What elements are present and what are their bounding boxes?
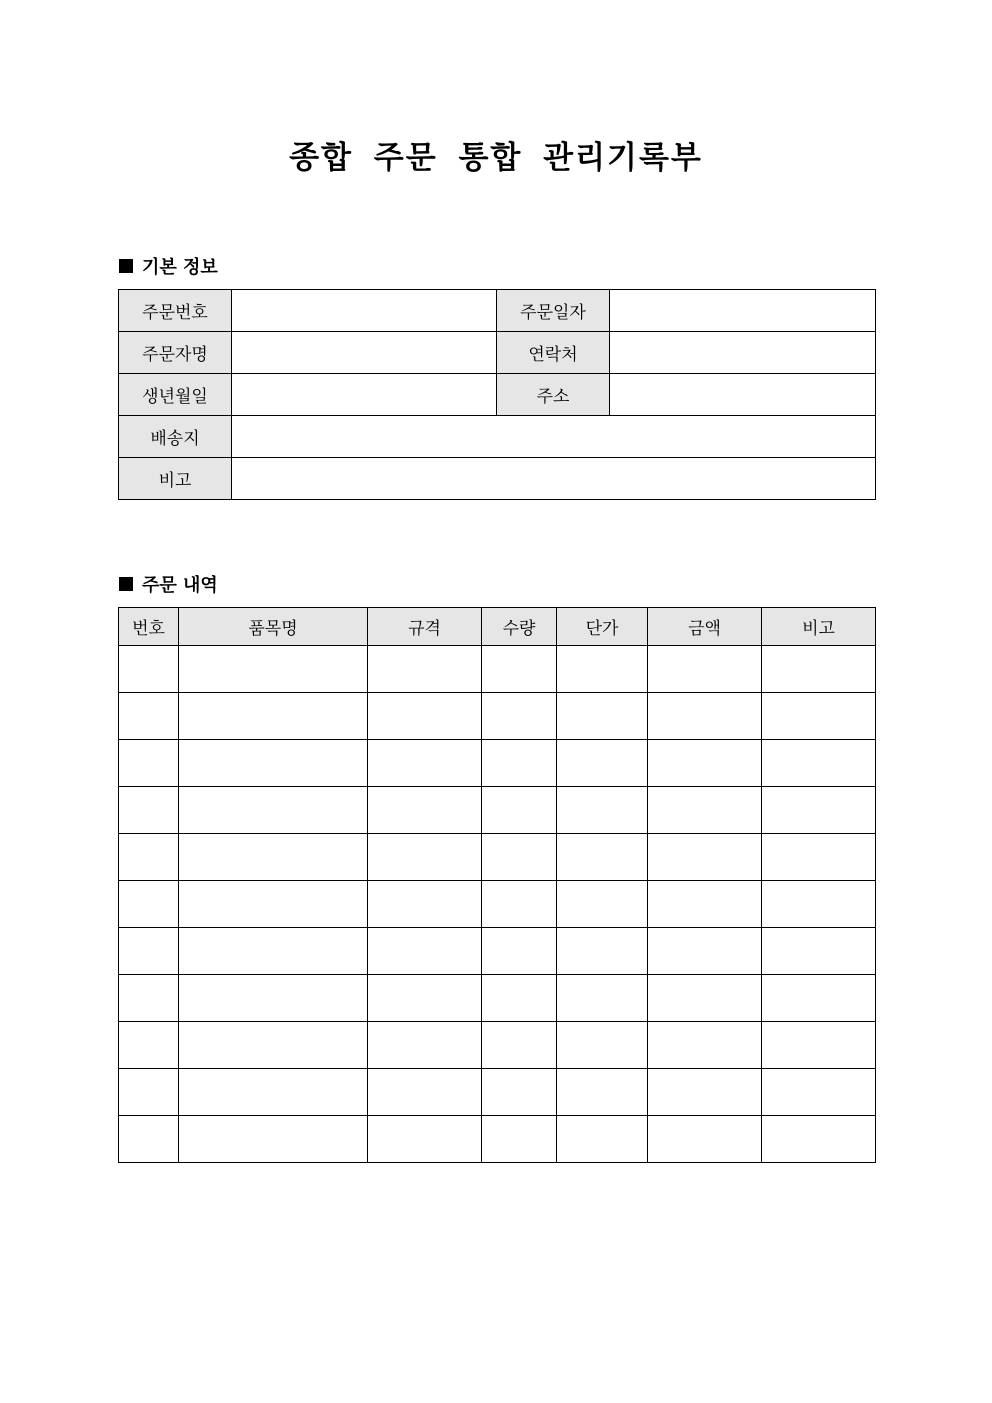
note-cell[interactable] [762,1116,876,1163]
amount-cell[interactable] [648,1116,762,1163]
square-bullet-icon [119,259,133,273]
number-cell[interactable] [119,928,179,975]
spec-cell[interactable] [368,787,482,834]
table-row [119,1116,876,1163]
table-row [119,693,876,740]
spec-cell[interactable] [368,1069,482,1116]
order-number-field[interactable] [232,290,497,332]
orderer-name-label: 주문자명 [119,332,232,374]
amount-cell[interactable] [648,787,762,834]
item-name-cell[interactable] [179,787,368,834]
address-label: 주소 [497,374,610,416]
spec-cell[interactable] [368,881,482,928]
note-label: 비고 [119,458,232,500]
note-cell[interactable] [762,787,876,834]
note-cell[interactable] [762,834,876,881]
order-date-field[interactable] [610,290,876,332]
amount-cell[interactable] [648,928,762,975]
basic-info-heading [119,253,218,279]
spec-cell[interactable] [368,1116,482,1163]
order-table-body [119,646,876,1163]
contact-field[interactable] [610,332,876,374]
square-bullet-icon [119,577,133,591]
amount-cell[interactable] [648,834,762,881]
spec-cell[interactable] [368,1022,482,1069]
note-cell[interactable] [762,881,876,928]
table-row [119,646,876,693]
unit-price-cell[interactable] [557,1116,648,1163]
column-header-quantity: 수량 [482,608,557,646]
quantity-cell[interactable] [482,740,557,787]
note-cell[interactable] [762,1022,876,1069]
order-details-table [118,607,876,1163]
order-details-heading-text: 주문 내역 [142,575,218,596]
order-date-label: 주문일자 [497,290,610,332]
order-table-header-row [119,608,876,646]
table-row [119,834,876,881]
item-name-cell[interactable] [179,881,368,928]
table-row [119,1022,876,1069]
unit-price-cell[interactable] [557,1069,648,1116]
note-cell[interactable] [762,975,876,1022]
note-cell[interactable] [762,740,876,787]
amount-cell[interactable] [648,1022,762,1069]
basic-info-heading-text: 기본 정보 [142,257,218,278]
number-cell[interactable] [119,834,179,881]
quantity-cell[interactable] [482,975,557,1022]
number-cell[interactable] [119,1069,179,1116]
amount-cell[interactable] [648,693,762,740]
number-cell[interactable] [119,975,179,1022]
quantity-cell[interactable] [482,1069,557,1116]
item-name-cell[interactable] [179,740,368,787]
unit-price-cell[interactable] [557,740,648,787]
unit-price-cell[interactable] [557,1022,648,1069]
spec-cell[interactable] [368,975,482,1022]
number-cell[interactable] [119,1116,179,1163]
quantity-cell[interactable] [482,1116,557,1163]
note-cell[interactable] [762,1069,876,1116]
table-row [119,787,876,834]
spec-cell[interactable] [368,646,482,693]
spec-cell[interactable] [368,928,482,975]
document-title: 종합 주문 통합 관리기록부 [289,140,703,176]
spec-cell[interactable] [368,693,482,740]
quantity-cell[interactable] [482,881,557,928]
amount-cell[interactable] [648,1069,762,1116]
amount-cell[interactable] [648,740,762,787]
column-header-item-name: 품목명 [179,608,368,646]
table-row [119,975,876,1022]
quantity-cell[interactable] [482,787,557,834]
table-row [119,740,876,787]
column-header-amount: 금액 [648,608,762,646]
table-row [119,1069,876,1116]
spec-cell[interactable] [368,740,482,787]
column-header-number: 번호 [119,608,179,646]
unit-price-cell[interactable] [557,693,648,740]
unit-price-cell[interactable] [557,834,648,881]
column-header-unit-price: 단가 [557,608,648,646]
number-cell[interactable] [119,646,179,693]
item-name-cell[interactable] [179,834,368,881]
table-row [119,928,876,975]
item-name-cell[interactable] [179,928,368,975]
basic-info-table [118,289,876,500]
shipping-label: 배송지 [119,416,232,458]
birth-date-label: 생년월일 [119,374,232,416]
quantity-cell[interactable] [482,646,557,693]
note-cell[interactable] [762,693,876,740]
number-cell[interactable] [119,740,179,787]
item-name-cell[interactable] [179,1022,368,1069]
amount-cell[interactable] [648,646,762,693]
amount-cell[interactable] [648,975,762,1022]
number-cell[interactable] [119,1022,179,1069]
spec-cell[interactable] [368,834,482,881]
note-field[interactable] [232,458,876,500]
shipping-field[interactable] [232,416,876,458]
quantity-cell[interactable] [482,834,557,881]
contact-label: 연락처 [497,332,610,374]
quantity-cell[interactable] [482,928,557,975]
column-header-spec: 규격 [368,608,482,646]
order-details-heading [119,571,218,597]
note-cell[interactable] [762,928,876,975]
item-name-cell[interactable] [179,1116,368,1163]
number-cell[interactable] [119,787,179,834]
item-name-cell[interactable] [179,693,368,740]
unit-price-cell[interactable] [557,646,648,693]
quantity-cell[interactable] [482,1022,557,1069]
item-name-cell[interactable] [179,646,368,693]
unit-price-cell[interactable] [557,881,648,928]
birth-date-field[interactable] [232,374,497,416]
number-cell[interactable] [119,693,179,740]
amount-cell[interactable] [648,881,762,928]
table-row [119,881,876,928]
quantity-cell[interactable] [482,693,557,740]
unit-price-cell[interactable] [557,928,648,975]
number-cell[interactable] [119,881,179,928]
order-number-label: 주문번호 [119,290,232,332]
note-cell[interactable] [762,646,876,693]
item-name-cell[interactable] [179,975,368,1022]
item-name-cell[interactable] [179,1069,368,1116]
address-field[interactable] [610,374,876,416]
unit-price-cell[interactable] [557,975,648,1022]
unit-price-cell[interactable] [557,787,648,834]
orderer-name-field[interactable] [232,332,497,374]
column-header-note: 비고 [762,608,876,646]
